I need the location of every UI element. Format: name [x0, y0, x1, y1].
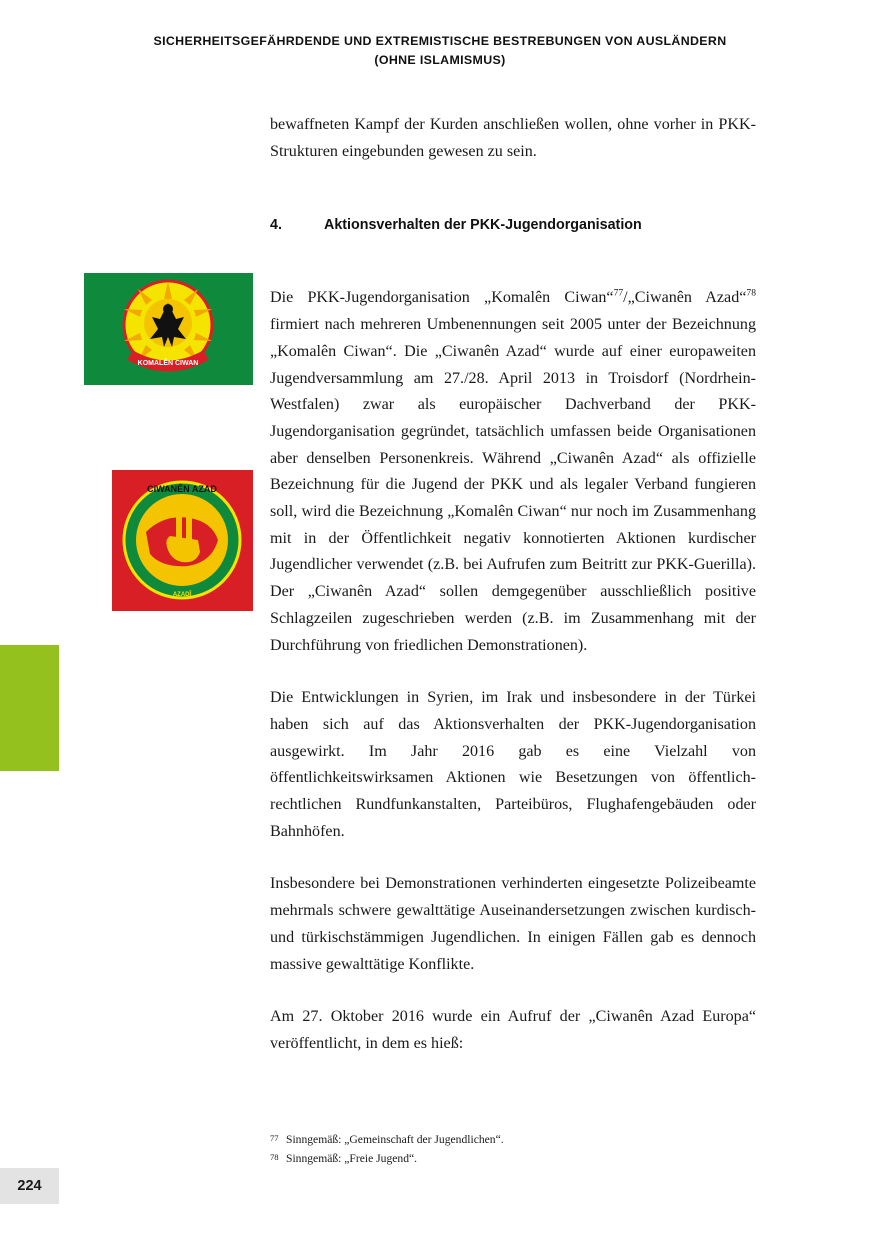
chapter-color-tab: [0, 645, 59, 771]
paragraph-1-part-2: /„Ciwanên Azad“: [623, 289, 747, 307]
paragraph-1: [270, 285, 756, 659]
footnote-area: [270, 1131, 756, 1169]
footnote-number: 77: [270, 1133, 279, 1143]
spacer: [270, 659, 756, 685]
footnote-number: 78: [270, 1151, 279, 1162]
komalen-ciwan-logo-image: [84, 273, 253, 385]
section-title: Aktionsverhalten der PKK-Jugendorganisation: [324, 217, 642, 234]
ciwanen-azad-logo-image: [112, 470, 253, 611]
footnote-text: Sinngemäß: „Gemeinschaft der Jugendlichen“.: [286, 1133, 504, 1146]
spacer: [270, 259, 756, 285]
komalen-ciwan-logo-graphic: [84, 273, 253, 385]
paragraph-2: Die Entwicklungen in Syrien, im Irak und insbesondere in der Türkei haben sich auf das Aktionsverhalten der PKK-Jugendorganisation ausgewirkt. Im Jahr 2016 gab es eine Vielzahl von öffentlichkeitswirksamen Aktionen wie Besetzungen von öffentlich-rechtlichen Rundfunkanstalten, Parteibüros, Flughafengebäuden oder Bahnhöfen.: [270, 689, 756, 840]
spacer: [270, 845, 756, 871]
page-number: 224: [17, 1178, 42, 1194]
paragraph-1-part-3: firmiert nach mehreren Umbenennungen seit 2005 unter der Bezeichnung „Komalên Ciwan“. Die „Ciwanên Azad“ wurde auf einer europaweiten Jugendversammlung am 27./28. April 2013 in Troisdorf (Nordrhein-Westfalen) zwar als europäischer Dachverband der PKK-Jugendorganisation gegründet, tatsächlich umfassen beide Organisationen aber denselben Personenkreis. Während „Ciwanên Azad“ als offizielle Bezeichnung für die Jugend der PKK und als legaler Verband fungieren soll, wird die Bezeichnung „Komalên Ciwan“ nur noch im Zusammenhang mit in der Öffentlichkeit negativ konnotierten Aktionen kurdischer Jugendlicher verwendet (z.B. bei Aufrufen zum Beitritt zur PKK-Guerilla). Der „Ciwanên Azad“ sollen demgegenüber ausschließlich positive Schlagzeilen zugeschrieben werden (z.B. im Zusammenhang mit der Durchführung von friedlichen Demonstrationen).: [270, 316, 756, 654]
paragraph-1-part-1: Die PKK-Jugendorganisation „Komalên Ciwan“: [270, 289, 614, 307]
spacer: [270, 165, 756, 191]
footnote-ref-78[interactable]: 78: [746, 288, 756, 300]
paragraph-4: Am 27. Oktober 2016 wurde ein Aufruf der „Ciwanên Azad Europa“ veröffentlicht, in dem es hieß:: [270, 1008, 756, 1052]
spacer: [270, 978, 756, 1004]
running-header: [90, 32, 790, 70]
footnote-item: [270, 1150, 756, 1169]
svg-text:AZADÎ: AZADÎ: [172, 592, 192, 598]
svg-text:CIWANÊN AZAD: CIWANÊN AZAD: [147, 484, 217, 494]
page-number-block: [0, 1168, 59, 1204]
main-text-column: [270, 112, 756, 1058]
paragraph-intro: bewaffneten Kampf der Kurden anschließen wollen, ohne vorher in PKK-Strukturen eingebunden gewesen zu sein.: [270, 116, 756, 160]
paragraph-3: Insbesondere bei Demonstrationen verhinderten eingesetzte Polizeibeamte mehrmals schwere gewalttätige Auseinandersetzungen zwischen kurdisch- und türkischstämmigen Jugendlichen. In einigen Fällen gab es dennoch massive gewalttätige Konflikte.: [270, 875, 756, 973]
svg-text:KOMALÊN CIWAN: KOMALÊN CIWAN: [137, 360, 199, 367]
section-heading: [270, 217, 756, 233]
running-header-line-2: (OHNE ISLAMISMUS): [374, 53, 506, 68]
spacer: [270, 233, 756, 259]
footnote-item: [270, 1131, 756, 1150]
footnote-text: Sinngemäß: „Freie Jugend“.: [286, 1151, 418, 1165]
footnote-ref-77[interactable]: 77: [613, 288, 624, 300]
section-number: 4.: [270, 217, 282, 234]
spacer: [270, 191, 756, 217]
ciwanen-azad-logo-graphic: [112, 470, 253, 611]
running-header-line-1: SICHERHEITSGEFÄHRDENDE UND EXTREMISTISCHE BESTREBUNGEN VON AUSLÄNDERN: [153, 34, 727, 48]
